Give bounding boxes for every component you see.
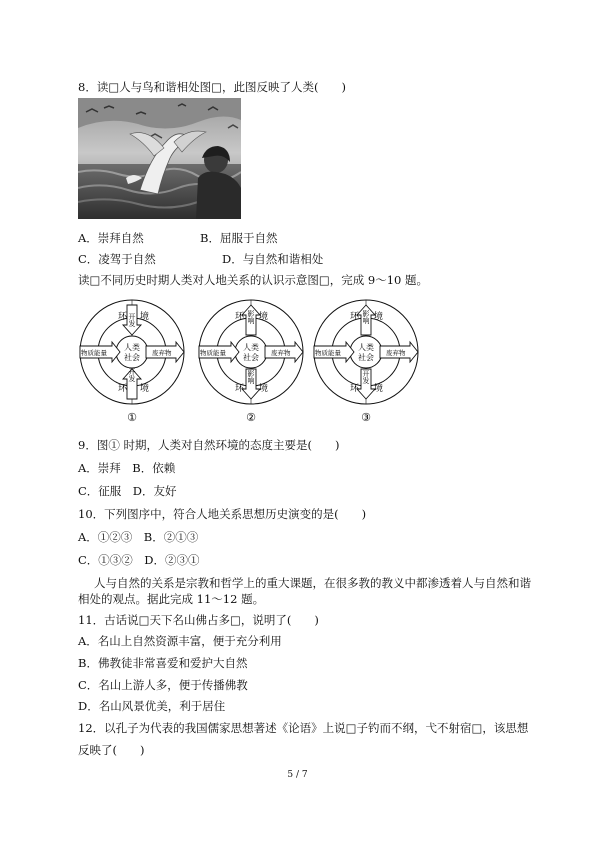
diagram-1-top-right: 境 [140,312,150,322]
diagram-3-top-arrow: 影响 [362,310,370,324]
q8-stem: 8．读□人与鸟和谐相处图□，此图反映了人类( ) [78,80,347,94]
diagram-1-top-arrow: 开发 [128,313,136,327]
diagram-2-center-2: 社会 [243,353,259,362]
q11-option-b: B．佛教徒非常喜爱和爱护大自然 [78,656,248,670]
diagram-3-bottom-right: 境 [374,384,384,394]
q8-option-b: B．屈服于自然 [200,231,278,245]
diagram-3-right: 废弃物 [386,349,406,357]
diagram-3-bottom: 环 [350,384,360,394]
q9-options-cd: C．征服 D．友好 [78,484,177,498]
diagram-2-top: 环 [235,312,245,322]
diagram-2-top-right: 境 [259,312,269,322]
diagram-2-top-arrow: 影响 [247,310,255,324]
q8-option-c: C．凌驾于自然 [78,252,156,266]
diagram-1-bottom: 环 [118,384,128,394]
diagram-2-number: ② [246,411,256,424]
diagram-1-number: ① [127,411,137,424]
diagram-1-center-2: 社会 [124,353,140,362]
diagram-3-center-2: 社会 [358,353,374,362]
q12-stem-line2: 反映了( ) [78,743,145,757]
q9-options-ab: A．崇拜 B．依赖 [78,461,176,475]
q10-options-ab: A．①②③ B．②①③ [78,530,199,544]
q12-stem-line1: 12．以孔子为代表的我国儒家思想著述《论语》上说□子钓而不纲，弋不射宿□，该思想 [78,721,529,735]
intro-11-12-line1: 人与自然的关系是宗教和哲学上的重大课题，在很多教的教义中都渗透着人与自然和谐 [94,576,531,590]
diagram-1-top: 环 [118,312,128,322]
q11-option-c: C．名山上游人多，便于传播佛教 [78,678,248,692]
diagram-2-bottom: 环 [235,384,245,394]
diagram-3-bottom-arrow: 开发 [362,370,370,384]
q11-option-a: A．名山上自然资源丰富，便于充分利用 [78,634,282,648]
diagram-3-number: ③ [361,411,371,424]
diagram-1-left: 物质能量 [81,349,107,357]
q8-option-a: A．崇拜自然 [78,231,144,245]
intro-9-10: 读□不同历史时期人类对人地关系的认识示意图□，完成 9～10 题。 [78,273,428,287]
diagram-2-center-1: 人类 [243,343,259,352]
page-number: 5 / 7 [287,770,308,780]
photo-person-and-birds [78,98,241,219]
diagram-1 [78,297,186,427]
diagram-3-top-right: 境 [374,312,384,322]
diagram-2-bottom-arrow: 影响 [247,370,255,384]
q8-option-d: D．与自然和谐相处 [222,252,324,266]
diagram-3-left: 物质能量 [315,349,341,357]
q11-option-d: D．名山风景优美，利于居住 [78,699,226,713]
q9-stem: 9．图① 时期，人类对自然环境的态度主要是( ) [78,438,340,452]
diagram-2-bottom-right: 境 [259,384,269,394]
diagram-3-top: 环 [350,312,360,322]
diagram-1-right: 废弃物 [152,349,172,357]
q11-stem: 11．古话说□天下名山佛占多□，说明了( ) [78,613,319,627]
intro-11-12-line2: 相处的观点。据此完成 11～12 题。 [78,592,265,606]
diagram-1-center-1: 人类 [124,343,140,352]
q10-stem: 10．下列图序中，符合人地关系思想历史演变的是( ) [78,507,367,521]
diagram-3 [312,297,420,427]
diagram-2-right: 废弃物 [271,349,291,357]
diagram-1-bottom-right: 境 [140,384,150,394]
diagram-1-bottom-arrow: 开发 [128,368,136,382]
diagram-2-left: 物质能量 [200,349,226,357]
diagram-3-center-1: 人类 [358,343,374,352]
diagram-2 [197,297,305,427]
q10-options-cd: C．①③② D．②③① [78,553,200,567]
